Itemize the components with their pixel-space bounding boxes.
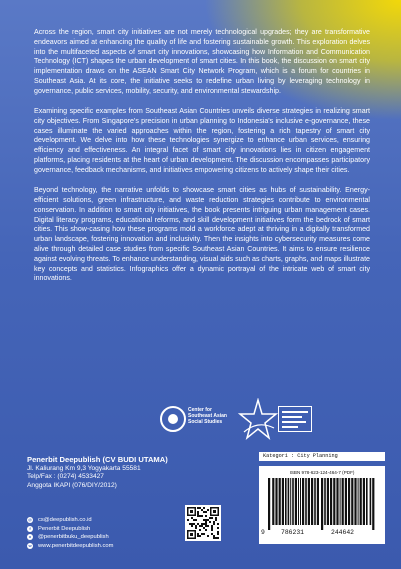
qr-code[interactable] bbox=[185, 505, 221, 541]
barcode-panel bbox=[259, 466, 385, 544]
seal-icon bbox=[160, 406, 186, 432]
contact-email-text: cs@deepublish.co.id bbox=[38, 517, 92, 523]
publisher-address: Jl. Kaliurang Km 9,3 Yogyakarta 55581 bbox=[27, 465, 141, 472]
center-logo-text: Center for Southeast Asian Social Studies bbox=[188, 407, 227, 425]
barcode-digit-lead: 9 bbox=[261, 529, 265, 536]
globe-icon: w bbox=[28, 542, 32, 548]
contact-instagram-text: @penerbitbuku_deepublish bbox=[38, 534, 109, 541]
publisher-membership: Anggota IKAPI (076/DIY/2012) bbox=[27, 481, 117, 489]
contact-facebook[interactable] bbox=[27, 525, 187, 534]
barcode bbox=[268, 478, 376, 530]
star-logo-icon bbox=[238, 398, 278, 442]
barcode-digit-group-2: 244642 bbox=[331, 529, 355, 536]
contact-list bbox=[27, 516, 187, 550]
publisher-name: Penerbit Deepublish (CV BUDI UTAMA) bbox=[27, 455, 168, 464]
center-logo bbox=[160, 404, 230, 440]
blurb bbox=[34, 28, 370, 295]
mail-icon: @ bbox=[28, 517, 32, 522]
instagram-icon: o bbox=[28, 534, 32, 540]
qr-code-pattern bbox=[187, 507, 219, 539]
blurb-paragraph: Beyond technology, the narrative unfolds to showcase smart cities as hubs of sustainability. Energy-efficient solutions, green infrastructure, and waste reduction strategies contribute to environmental conservation. In addition to smart city initiatives, the book presents intriguing urban management cases. Digital literacy programs, educational reforms, and skill development initiatives form the bedrock of smart cities. This show-casing how these programs mold a workforce adept at thriving in a digitally transformed urban landscape, fostering innovation and inclusivity. Then the insights into cybersecurity measures come alive through detailed case studies from specific Southeast Asian Countries. It aims to ensure resilience against evolving threats. To enhance understanding, visual aids such as charts, graphs, and maps illustrate key concepts and statistics. Infographics offer a dynamic portrayal of the intricate web of smart city innovations. bbox=[34, 186, 370, 283]
barcode-digit-group-1: 786231 bbox=[281, 529, 305, 536]
contact-instagram[interactable] bbox=[27, 533, 187, 542]
publisher-info bbox=[27, 455, 187, 490]
blurb-paragraph: Across the region, smart city initiatives are not merely technological upgrades; they are transformative endeavors aimed at enhancing the quality of life and fostering sustainable growth. This exploration delves into the multifaceted aspects of smart city innovations, showcasing how Information and Communication Technology (ICT) shapes the urban development of smart cities. In this book, the discussion on smart city implementation draws on the ASEAN Smart City Network Program, which is a forum for countries in Southeast Asia. At its core, the initiative seeks to redefine urban living by leveraging technology in governance, public services, mobility, security, and environmental stewardship. bbox=[34, 28, 370, 95]
blurb-paragraph: Examining specific examples from Southeast Asian Countries unveils diverse strategies in realizing smart city objectives. From Singapore's precision in urban planning to Indonesia's inclusive e-governance, these cases illuminate the varied approaches within the region, fostering a rich tapestry of smart city development. We delve into how these technologies synergize to enhance urban services, ensuring efficiency and effectiveness. An integral facet of smart city innovations lies in citizen engagement platforms, placing residents at the heart of urban development. The discussion encompasses participatory governance, feedback mechanisms, and initiatives empowering citizens to actively shape their cities. bbox=[34, 107, 370, 174]
contact-facebook-text: Penerbit Deepublish bbox=[38, 525, 91, 532]
institution-logo-frame bbox=[278, 406, 312, 432]
publisher-phone: Telp/Fax : (0274) 4533427 bbox=[27, 473, 104, 481]
contact-website-text: www.penerbitdeepublish.com bbox=[38, 542, 114, 549]
barcode-digits bbox=[261, 529, 383, 541]
contact-email[interactable] bbox=[27, 516, 187, 525]
contact-website[interactable] bbox=[27, 542, 187, 551]
institution-logo-icon bbox=[278, 406, 324, 436]
partner-logos bbox=[160, 398, 380, 450]
isbn-text: ISBN 978-623-124-464-7 (PDF) bbox=[289, 470, 355, 475]
facebook-icon: f bbox=[27, 526, 33, 532]
category-label: Kategori : City Planning bbox=[259, 452, 385, 461]
